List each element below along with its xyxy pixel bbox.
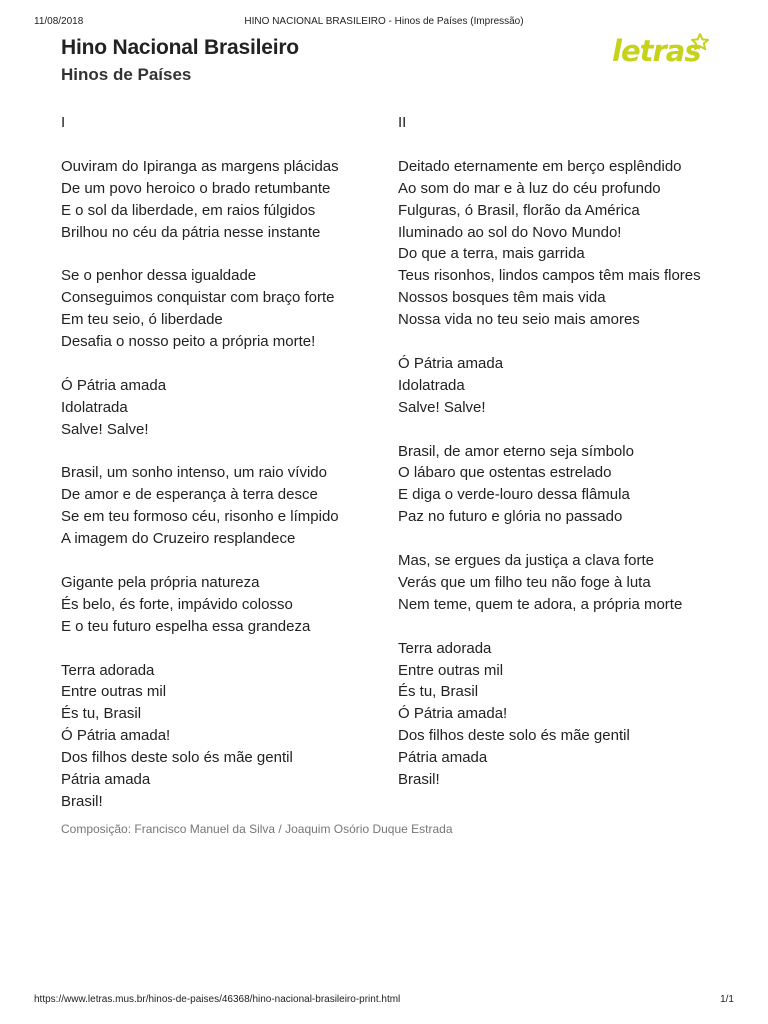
stanza (398, 353, 708, 419)
lyric-line: És belo, és forte, impávido colosso (61, 595, 293, 613)
page-number: 1/1 (720, 994, 734, 1005)
letras-logo[interactable] (612, 30, 712, 72)
lyric-line: Terra adorada (398, 639, 492, 657)
lyric-line: Brilhou no céu da pátria nesse instante (61, 223, 321, 241)
stanza (398, 638, 708, 791)
lyric-line: De amor e de esperança à terra desce (61, 486, 318, 504)
lyric-line: Fulguras, ó Brasil, florão da América (398, 201, 640, 219)
lyric-line: Dos filhos deste solo és mãe gentil (61, 749, 293, 767)
lyric-line: Ó Pátria amada! (398, 705, 508, 723)
stanza (61, 156, 391, 244)
lyric-line: Em teu seio, ó liberdade (61, 311, 223, 329)
lyric-line: De um povo heroico o brado retumbante (61, 179, 331, 197)
lyric-line: Ó Pátria amada! (61, 727, 171, 745)
section-heading: II (398, 114, 407, 131)
lyric-line: Conseguimos conquistar com braço forte (61, 289, 335, 307)
lyric-line: E o teu futuro espelha essa grandeza (61, 617, 311, 635)
lyric-line: Desafia o nosso peito a própria morte! (61, 333, 316, 351)
lyric-line: Entre outras mil (61, 683, 167, 701)
song-artist: Hinos de Países (61, 65, 192, 84)
lyric-line: Brasil! (61, 792, 103, 810)
print-header (34, 16, 734, 30)
lyric-line: Iluminado ao sol do Novo Mundo! (398, 223, 622, 241)
stanza (61, 572, 391, 638)
lyric-line: O lábaro que ostentas estrelado (398, 464, 612, 482)
stanza (61, 660, 391, 813)
lyric-line: Dos filhos deste solo és mãe gentil (398, 727, 630, 745)
stanza (61, 265, 391, 353)
stanza (398, 441, 708, 529)
lyric-line: Ao som do mar e à luz do céu profundo (398, 179, 661, 197)
lyric-line: Se o penhor dessa igualdade (61, 267, 257, 285)
lyric-line: Nossos bosques têm mais vida (398, 289, 606, 307)
composer-credit: Composição: Francisco Manuel da Silva / Joaquim Osório Duque Estrada (61, 822, 453, 836)
lyric-line: Brasil, de amor eterno seja símbolo (398, 442, 634, 460)
page-url: https://www.letras.mus.br/hinos-de-paises/46368/hino-nacional-brasileiro-print.html (34, 994, 401, 1005)
print-footer (34, 994, 734, 1008)
song-title: Hino Nacional Brasileiro (61, 36, 299, 59)
lyric-line: Ó Pátria amada (61, 376, 167, 394)
lyric-line: Brasil, um sonho intenso, um raio vívido (61, 464, 327, 482)
section-heading: I (61, 114, 66, 131)
lyric-line: Brasil! (398, 771, 440, 789)
lyric-line: Terra adorada (61, 661, 155, 679)
stanza (61, 462, 391, 550)
lyric-line: Salve! Salve! (398, 398, 486, 416)
lyric-line: Teus risonhos, lindos campos têm mais flores (398, 267, 701, 285)
print-date: 11/08/2018 (34, 16, 84, 27)
lyric-line: Verás que um filho teu não foge à luta (398, 573, 651, 591)
lyrics-column-2 (398, 112, 708, 791)
lyric-line: Nossa vida no teu seio mais amores (398, 311, 640, 329)
lyric-line: Mas, se ergues da justiça a clava forte (398, 552, 654, 570)
lyric-line: Paz no futuro e glória no passado (398, 508, 623, 526)
lyric-line: Salve! Salve! (61, 420, 149, 438)
lyric-line: És tu, Brasil (61, 705, 142, 723)
lyric-line: A imagem do Cruzeiro resplandece (61, 530, 296, 548)
lyric-line: Se em teu formoso céu, risonho e límpido (61, 508, 339, 526)
lyric-line: Idolatrada (61, 398, 128, 416)
lyric-line: E diga o verde-louro dessa flâmula (398, 486, 630, 504)
lyric-line: És tu, Brasil (398, 683, 479, 701)
print-document-title: HINO NACIONAL BRASILEIRO - Hinos de Países (Impressão) (244, 16, 524, 27)
lyric-line: Nem teme, quem te adora, a própria morte (398, 595, 683, 613)
lyric-line: Ouviram do Ipiranga as margens plácidas (61, 157, 339, 175)
lyric-line: Pátria amada (61, 771, 151, 789)
lyric-line: Ó Pátria amada (398, 354, 504, 372)
stanza (398, 156, 708, 331)
lyric-line: E o sol da liberdade, em raios fúlgidos (61, 201, 316, 219)
lyric-line: Pátria amada (398, 749, 488, 767)
lyric-line: Deitado eternamente em berço esplêndido (398, 157, 682, 175)
lyric-line: Idolatrada (398, 376, 465, 394)
stanza (398, 550, 708, 616)
lyric-line: Do que a terra, mais garrida (398, 245, 585, 263)
lyric-line: Gigante pela própria natureza (61, 573, 260, 591)
lyric-line: Entre outras mil (398, 661, 504, 679)
stanza (61, 375, 391, 441)
logo-text: letras (612, 34, 701, 68)
lyrics-column-1 (61, 112, 391, 813)
